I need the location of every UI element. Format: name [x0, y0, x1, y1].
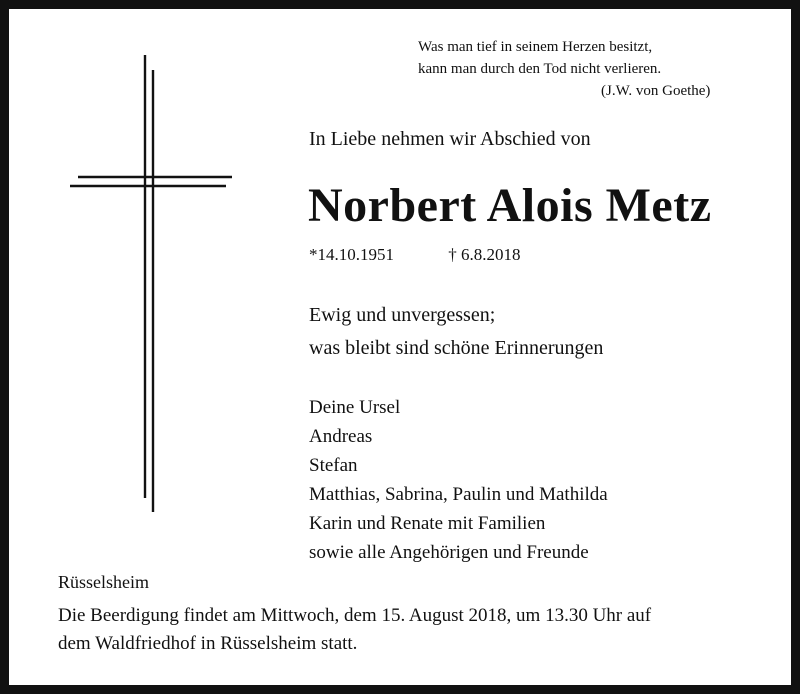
funeral-notice-line-2: dem Waldfriedhof in Rüsselsheim statt. — [58, 633, 358, 654]
quote-line-2: kann man durch den Tod nicht verlieren. — [418, 61, 662, 77]
mourners-list — [309, 393, 608, 567]
motto — [309, 299, 603, 365]
location: Rüsselsheim — [58, 572, 150, 592]
motto-line-1: Ewig und unvergessen; — [309, 304, 496, 326]
mourner-item: Andreas — [309, 426, 373, 447]
funeral-notice-line-1: Die Beerdigung findet am Mittwoch, dem 15. August 2018, um 13.30 Uhr auf — [58, 605, 652, 626]
mourner-item: Deine Ursel — [309, 397, 401, 418]
goethe-quote — [418, 36, 710, 102]
motto-line-2: was bleibt sind schöne Erinnerungen — [309, 337, 604, 359]
quote-author: (J.W. von Goethe) — [601, 83, 711, 99]
mourner-item: Stefan — [309, 455, 358, 476]
life-dates — [309, 245, 521, 265]
deceased-name: Norbert Alois Metz — [308, 179, 712, 232]
death-date: † 6.8.2018 — [448, 245, 521, 264]
quote-line-1: Was man tief in seinem Herzen besitzt, — [418, 39, 653, 55]
mourner-item: Matthias, Sabrina, Paulin und Mathilda — [309, 484, 608, 505]
mourner-item: sowie alle Angehörigen und Freunde — [309, 542, 589, 563]
mourner-item: Karin und Renate mit Familien — [309, 513, 546, 534]
intro-text: In Liebe nehmen wir Abschied von — [309, 128, 591, 150]
funeral-notice — [58, 602, 651, 658]
birth-date: *14.10.1951 — [309, 245, 394, 264]
